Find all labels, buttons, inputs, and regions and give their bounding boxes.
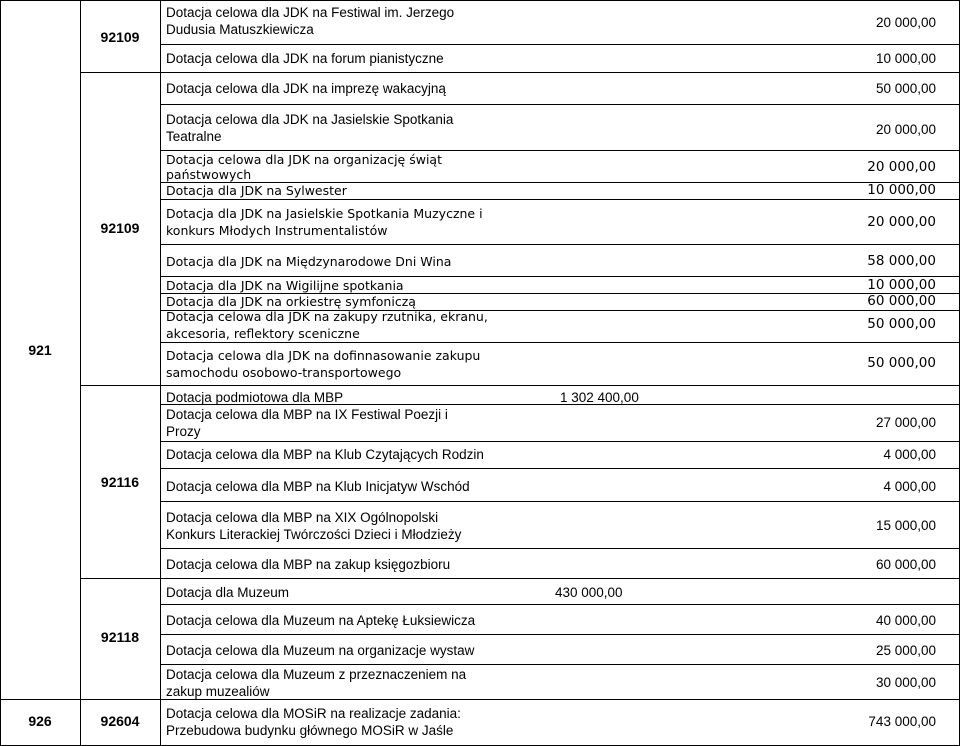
- section-code: 926: [28, 713, 52, 729]
- row-amount: 60 000,00: [875, 557, 936, 572]
- row-label: Dudusia Matuszkiewicza: [166, 22, 314, 37]
- row-divider: [160, 199, 960, 200]
- row-label: Dotacja celowa dla Muzeum na organizacje wystaw: [166, 643, 475, 658]
- chapter-code: 92109: [100, 29, 140, 45]
- row-divider: [160, 441, 960, 442]
- row-divider: [0, 699, 960, 700]
- chapter-code: 92604: [100, 713, 140, 729]
- row-amount: 30 000,00: [875, 675, 936, 690]
- section-code: 921: [28, 342, 52, 358]
- row-label: Dotacja celowa dla JDK na Jasielskie Spotkania: [166, 112, 454, 127]
- row-amount: 20 000,00: [875, 15, 936, 30]
- row-amount: 15 000,00: [875, 518, 936, 533]
- row-label: Dotacja celowa dla MBP na zakup księgozbioru: [166, 557, 451, 572]
- row-label: Teatralne: [166, 129, 222, 144]
- row-amount: 40 000,00: [875, 613, 936, 628]
- row-label: Dotacja celowa dla MBP na IX Festiwal Poezji i: [166, 407, 448, 422]
- row-divider: [160, 44, 960, 45]
- row-amount: 20 000,00: [875, 122, 936, 137]
- row-label: zakup muzealiów: [166, 684, 270, 699]
- row-divider: [160, 104, 960, 105]
- row-label: Dotacja dla JDK na Międzynarodowe Dni Wina: [166, 254, 452, 269]
- row-divider: [80, 72, 960, 73]
- table-border-left: [0, 0, 1, 746]
- row-amount: 4 000,00: [883, 479, 936, 494]
- row-amount: 50 000,00: [867, 355, 936, 371]
- row-label: Dotacja celowa dla JDK na dofinnasowanie zakupu: [166, 348, 481, 363]
- row-label: samochodu osobowo-transportowego: [166, 365, 402, 380]
- row-label: Dotacja dla JDK na Sylwester: [166, 183, 347, 198]
- row-amount: 20 000,00: [867, 159, 936, 175]
- row-amount: 20 000,00: [867, 214, 936, 230]
- row-label: akcesoria, reflektory sceniczne: [166, 326, 360, 341]
- row-amount: 58 000,00: [867, 253, 936, 269]
- row-label: Prozy: [166, 424, 201, 439]
- row-label: Dotacja dla JDK na Wigilijne spotkania: [166, 278, 404, 293]
- chapter-code: 92116: [100, 474, 140, 490]
- row-divider: [160, 604, 960, 605]
- row-divider: [160, 634, 960, 635]
- chapter-code: 92109: [100, 220, 140, 236]
- row-label: Dotacja celowa dla JDK na forum pianistyczne: [166, 51, 444, 66]
- row-label: Dotacja celowa dla MBP na Klub Inicjatyw Wschód: [166, 479, 470, 494]
- row-label: Dotacja celowa dla JDK na organizację świąt: [166, 152, 442, 167]
- row-label: Dotacja celowa dla JDK na Festiwal im. Jerzego: [166, 5, 455, 20]
- row-label: Dotacja dla Muzeum: [166, 585, 290, 600]
- row-amount: 10 000,00: [875, 51, 936, 66]
- row-divider: [80, 578, 960, 579]
- row-label: Dotacja celowa dla Muzeum na Aptekę Łuksiewicza: [166, 613, 476, 628]
- row-label: konkurs Młodych Instrumentalistów: [166, 223, 388, 238]
- row-amount: 50 000,00: [875, 81, 936, 96]
- row-label: państwowych: [166, 167, 252, 182]
- row-label: Dotacja celowa dla MOSiR na realizacje zadania:: [166, 706, 461, 721]
- row-divider: [160, 664, 960, 665]
- row-label: Dotacja dla JDK na Jasielskie Spotkania Muzyczne i: [166, 206, 483, 221]
- row-amount: 10 000,00: [867, 182, 936, 198]
- subsidy-total: 1 302 400,00: [560, 390, 639, 405]
- row-amount: 25 000,00: [875, 643, 936, 658]
- subsidy-total: 430 000,00: [555, 585, 623, 600]
- divider-top: [0, 0, 960, 1]
- row-divider: [160, 501, 960, 502]
- row-amount: 4 000,00: [883, 447, 936, 462]
- row-label: Dotacja celowa dla JDK na imprezę wakacyjną: [166, 81, 446, 96]
- row-label: Dotacja celowa dla MBP na Klub Czytających Rodzin: [166, 447, 484, 462]
- row-divider: [80, 385, 960, 386]
- row-amount: 50 000,00: [867, 316, 936, 332]
- row-label: Dotacja podmiotowa dla MBP: [166, 390, 344, 405]
- row-label: Konkurs Literackiej Twórczości Dzieci i Młodzieży: [166, 527, 462, 542]
- row-label: Dotacja celowa dla Muzeum z przeznaczeniem na: [166, 667, 467, 682]
- row-label: Dotacja celowa dla JDK na zakupy rzutnika, ekranu,: [166, 309, 488, 324]
- chapter-code: 92118: [100, 629, 140, 645]
- row-label: Przebudowa budynku głównego MOSiR w Jaśle: [166, 723, 454, 738]
- row-divider: [160, 548, 960, 549]
- row-label: Dotacja dla JDK na orkiestrę symfoniczą: [166, 294, 416, 309]
- row-amount: 60 000,00: [867, 293, 936, 309]
- row-amount: 743 000,00: [868, 714, 936, 729]
- row-divider: [160, 342, 960, 343]
- row-amount: 27 000,00: [875, 415, 936, 430]
- row-divider: [160, 468, 960, 469]
- row-amount: 10 000,00: [867, 277, 936, 293]
- row-divider: [160, 244, 960, 245]
- row-label: Dotacja celowa dla MBP na XIX Ogólnopolski: [166, 510, 439, 525]
